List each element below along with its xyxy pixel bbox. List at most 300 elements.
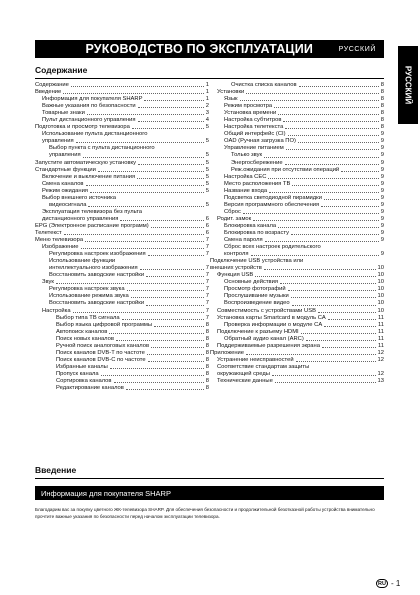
toc-entry-page: 11 [377, 321, 384, 328]
toc-entry-title: Настройка телетекста [224, 124, 284, 131]
toc-dot-leader [147, 354, 204, 355]
toc-dot-leader [268, 178, 378, 179]
toc-entry-title: Содержание [35, 82, 69, 88]
toc-entry-title: Избранные каналы [56, 363, 108, 370]
toc-dot-leader [322, 347, 376, 348]
toc-entry-page: 11 [377, 314, 384, 321]
toc-entry-title: видеосигнала [49, 201, 87, 208]
toc-entry-page: 7 [205, 286, 209, 293]
toc-entry [210, 230, 384, 237]
toc-entry [210, 364, 384, 371]
toc-entry [35, 350, 209, 357]
toc-entry-page: 8 [380, 110, 384, 117]
toc-entry-page: 5 [205, 124, 209, 131]
toc-dot-leader [76, 142, 204, 143]
toc-entry [35, 181, 209, 188]
toc-dot-leader [265, 241, 379, 242]
toc-entry-page: 9 [380, 180, 384, 187]
toc-entry [210, 181, 384, 188]
toc-dot-leader [146, 305, 204, 306]
toc-dot-leader [146, 276, 204, 277]
toc-dot-leader [56, 283, 204, 284]
toc-entry-page: 9 [380, 159, 384, 166]
toc-entry-title: Приложение [210, 349, 245, 356]
toc-entry-title: Название входа [224, 187, 268, 194]
toc-entry-title: Товарные знаки [42, 110, 85, 117]
language-side-tab [398, 46, 418, 124]
toc-entry [35, 300, 209, 307]
toc-entry [35, 336, 209, 343]
toc-entry-title: Технические данные [217, 377, 273, 384]
toc-entry-title: Блокировка по возрасту [224, 229, 289, 236]
toc-dot-leader [120, 220, 203, 221]
toc-entry-page: 7 [205, 265, 209, 272]
toc-entry-page: 10 [377, 272, 384, 279]
toc-dot-leader [138, 121, 204, 122]
toc-dot-leader [114, 382, 204, 383]
toc-dot-leader [283, 121, 378, 122]
toc-entry [210, 160, 384, 167]
toc-entry-title: Меню телевизора [35, 237, 84, 244]
toc-entry [210, 167, 384, 174]
toc-entry-title: Выбор пункта с пульта дистанционного [49, 145, 155, 152]
toc-entry-title: Поддерживаемые разрешения экрана [217, 342, 320, 349]
toc-dot-leader [253, 220, 379, 221]
toc-entry-title: Запустите автоматическую установку [35, 159, 137, 166]
contents-heading: Содержание [35, 65, 88, 75]
toc-entry-title: Смена пароля [224, 237, 263, 244]
toc-entry [35, 174, 209, 181]
toc-entry-title: Пропуск канала [56, 370, 99, 377]
toc-entry-title: Поиск каналов DVB-C по частоте [56, 356, 146, 363]
toc-entry-page: 11 [377, 342, 384, 349]
toc-entry-title: Подключение USB устройства или [210, 258, 304, 265]
toc-entry-page: 12 [377, 356, 384, 363]
toc-entry [35, 160, 209, 167]
page-number: - 1 [391, 579, 401, 588]
toc-entry [210, 322, 384, 329]
toc-entry-title: Подключение к разъему HDMI [217, 328, 299, 335]
toc-entry-page: 8 [380, 96, 384, 103]
toc-entry [210, 82, 384, 89]
toc-entry-page: 3 [205, 110, 209, 117]
toc-entry-title: Важные указания по безопасности [42, 103, 136, 110]
toc-entry-page: 9 [380, 237, 384, 244]
language-badge: RU [376, 579, 388, 588]
toc-entry-page: 5 [205, 152, 209, 159]
toc-entry-title: EPG (Электронное расписание программ) [35, 222, 149, 229]
toc-dot-leader [291, 234, 379, 235]
toc-entry-page: 8 [205, 342, 209, 349]
toc-entry-title: Энергосбережение [231, 159, 283, 166]
toc-entry-title: Режим ожидания [42, 187, 88, 194]
toc-entry [35, 131, 209, 138]
toc-entry [210, 357, 384, 364]
toc-entry [210, 336, 384, 343]
toc-dot-leader [63, 93, 204, 94]
toc-dot-leader [140, 269, 204, 270]
toc-dot-leader [154, 326, 204, 327]
toc-entry-page: 8 [205, 349, 209, 356]
toc-entry [210, 329, 384, 336]
toc-entry [35, 167, 209, 174]
toc-entry [35, 279, 209, 286]
toc-entry-page: 8 [205, 321, 209, 328]
toc-entry [35, 117, 209, 124]
toc-entry-page: 10 [377, 307, 384, 314]
toc-entry [35, 202, 209, 209]
toc-entry-page: 5 [205, 180, 209, 187]
language-label: РУССКИЙ [338, 45, 376, 53]
toc-dot-leader [318, 312, 376, 313]
toc-dot-leader [127, 290, 204, 291]
info-section-title: Информация для покупателя SHARP [41, 488, 171, 498]
toc-dot-leader [246, 354, 376, 355]
toc-dot-leader [286, 149, 379, 150]
toc-entry [35, 145, 209, 152]
toc-entry [210, 131, 384, 138]
toc-entry-page: 1 [205, 82, 209, 88]
toc-entry [35, 152, 209, 159]
toc-dot-leader [88, 206, 203, 207]
toc-entry-page: 1 [205, 89, 209, 96]
toc-entry-title: Режим просмотра [224, 103, 273, 110]
toc-entry-page: 10 [377, 265, 384, 272]
toc-entry [210, 350, 384, 357]
toc-entry-page: 6 [205, 222, 209, 229]
toc-dot-leader [299, 86, 379, 87]
toc-entry-title: Регулировка настроек изображения [49, 251, 146, 258]
toc-entry [210, 188, 384, 195]
toc-entry-page: 6 [205, 215, 209, 222]
toc-entry-title: Только звук [231, 152, 263, 159]
toc-entry-page: 10 [377, 300, 384, 307]
toc-entry [35, 244, 209, 251]
toc-dot-leader [90, 192, 204, 193]
toc-entry-title: Основные действия [224, 279, 278, 286]
toc-dot-leader [264, 269, 376, 270]
toc-dot-leader [301, 333, 376, 334]
toc-dot-leader [324, 199, 379, 200]
toc-entry [210, 195, 384, 202]
toc-entry-title: интеллектуального изображения [49, 265, 138, 272]
side-tab-label: РУССКИЙ [403, 65, 413, 105]
toc-entry-page: 5 [205, 187, 209, 194]
toc-entry-title: Проверка информации о модуле CA [224, 321, 323, 328]
toc-entry-page: 7 [205, 279, 209, 286]
toc-entry [35, 223, 209, 230]
manual-title: РУКОВОДСТВО ПО ЭКСПЛУАТАЦИИ [85, 42, 314, 56]
toc-entry [210, 96, 384, 103]
toc-entry-title: Эксплуатация телевизора без пульта [42, 208, 142, 215]
toc-dot-leader [86, 185, 204, 186]
toc-dot-leader [64, 234, 204, 235]
toc-entry-page: 9 [380, 194, 384, 201]
toc-entry-page: 8 [205, 363, 209, 370]
toc-entry-page: 12 [377, 370, 384, 377]
toc-entry [35, 258, 209, 265]
toc-entry-title: Восстановить заводские настройки [49, 272, 145, 279]
toc-entry [35, 195, 209, 202]
toc-entry [35, 343, 209, 350]
toc-entry-page: 9 [380, 187, 384, 194]
toc-entry [210, 138, 384, 145]
toc-entry-title: Стандартные функции [35, 166, 96, 173]
toc-entry-title: Регулировка настроек звука [49, 286, 125, 293]
toc-dot-leader [151, 227, 204, 228]
toc-entry-title: окружающей среды [217, 370, 270, 377]
toc-entry [35, 322, 209, 329]
toc-entry-title: Введение [35, 89, 62, 96]
toc-entry-page: 9 [380, 145, 384, 152]
toc-entry-page: 5 [205, 138, 209, 145]
toc-entry-title: Подготовка и просмотр телевизора [35, 124, 130, 131]
toc-entry-title: Восстановить заводские настройки [49, 300, 145, 307]
toc-dot-leader [341, 171, 379, 172]
toc-entry-page: 8 [380, 82, 384, 88]
toc-entry [35, 385, 209, 392]
toc-dot-leader [148, 255, 204, 256]
toc-entry [35, 89, 209, 96]
toc-entry-page: 9 [380, 131, 384, 138]
toc-entry-page: 7 [205, 307, 209, 314]
toc-entry-page: 2 [205, 103, 209, 110]
toc-entry-page: 7 [205, 300, 209, 307]
toc-entry-page: 7 [205, 293, 209, 300]
toc-entry-title: Пульт дистанционного управления [42, 117, 136, 124]
toc-entry-title: Ручной поиск аналоговых каналов [56, 342, 150, 349]
toc-entry-title: Обратный аудио канал (ARC) [224, 335, 304, 342]
toc-entry-page: 11 [377, 328, 384, 335]
toc-dot-leader [138, 107, 204, 108]
info-section-bar [35, 486, 384, 500]
toc-entry-title: Автопоиск каналов [56, 328, 108, 335]
toc-entry-title: Установки [217, 89, 245, 96]
toc-entry-title: Телетекст [35, 229, 62, 236]
toc-dot-leader [272, 375, 376, 376]
toc-dot-leader [98, 171, 204, 172]
toc-entry-title: Включение и выключение питания [42, 173, 136, 180]
toc-entry [35, 378, 209, 385]
toc-entry-title: Использование функции [49, 258, 116, 265]
toc-entry-title: Соответствие стандартам защиты [217, 363, 310, 370]
toc-dot-leader [246, 93, 378, 94]
toc-dot-leader [292, 185, 378, 186]
toc-entry-title: Язык [224, 96, 238, 103]
toc-entry [35, 308, 209, 315]
toc-entry-title: Версия программного обеспечения [224, 201, 320, 208]
toc-dot-leader [274, 107, 379, 108]
toc-entry [35, 371, 209, 378]
toc-entry-title: Выбор внешнего источника [42, 194, 116, 201]
toc-entry-page: 10 [377, 293, 384, 300]
toc-entry-page: 7 [205, 237, 209, 244]
toc-entry-page: 8 [205, 370, 209, 377]
toc-entry-page: 9 [380, 201, 384, 208]
toc-dot-leader [126, 389, 204, 390]
contents-rule [35, 78, 384, 79]
toc-entry [35, 96, 209, 103]
toc-entry-page: 5 [205, 166, 209, 173]
toc-entry [210, 223, 384, 230]
toc-dot-leader [85, 241, 204, 242]
toc-entry [35, 188, 209, 195]
toc-dot-leader [255, 276, 375, 277]
toc-dot-leader [83, 157, 204, 158]
toc-entry [35, 272, 209, 279]
toc-dot-leader [298, 142, 379, 143]
toc-entry [210, 145, 384, 152]
toc-entry-title: Место расположения ТВ [224, 180, 291, 187]
toc-left-column [35, 82, 209, 392]
toc-entry [35, 138, 209, 145]
toc-entry-title: Выбор языка цифровой программы [56, 321, 153, 328]
toc-entry [210, 265, 384, 272]
toc-entry-title: Просмотр фотографий [224, 286, 286, 293]
intro-rule [35, 478, 384, 479]
toc-entry-page: 13 [377, 377, 384, 384]
toc-entry-title: Настройка [42, 307, 71, 314]
toc-entry-title: Настройка субтитров [224, 117, 282, 124]
toc-entry [210, 216, 384, 223]
toc-entry-title: Очистка списка каналов [231, 82, 297, 88]
toc-entry [35, 251, 209, 258]
toc-dot-leader [109, 333, 203, 334]
page-footer [376, 579, 400, 588]
toc-entry-title: Использование пульта дистанционного [42, 131, 148, 138]
toc-entry-title: OAD (Ручная загрузка ПО) [224, 138, 296, 145]
toc-entry-page: 1 [205, 96, 209, 103]
toc-entry-page: 8 [205, 328, 209, 335]
toc-entry-page: 12 [377, 349, 384, 356]
toc-entry-title: Блокировка канала [224, 222, 277, 229]
toc-entry [210, 315, 384, 322]
toc-entry-title: Общий интерфейс (CI) [224, 131, 286, 138]
toc-dot-leader [87, 114, 204, 115]
toc-entry [210, 371, 384, 378]
toc-entry [35, 124, 209, 131]
toc-entry [35, 329, 209, 336]
toc-dot-leader [324, 326, 376, 327]
toc-dot-leader [138, 164, 204, 165]
toc-dot-leader [328, 319, 376, 320]
toc-entry-title: Установка времени [224, 110, 277, 117]
toc-dot-leader [110, 368, 204, 369]
toc-entry-page: 7 [205, 244, 209, 251]
toc-dot-leader [285, 164, 379, 165]
toc-entry [35, 237, 209, 244]
toc-entry-title: Смена каналов [42, 180, 84, 187]
toc-entry [210, 293, 384, 300]
toc-entry-page: 8 [205, 377, 209, 384]
toc-entry-title: Сброс всех настроек родительского [224, 244, 321, 251]
toc-entry-page: 4 [205, 117, 209, 124]
toc-dot-leader [288, 290, 376, 291]
toc-dot-leader [280, 283, 376, 284]
toc-entry [35, 216, 209, 223]
toc-dot-leader [291, 297, 376, 298]
toc-entry [35, 110, 209, 117]
toc-dot-leader [278, 227, 379, 228]
toc-entry-page: 5 [205, 201, 209, 208]
toc-dot-leader [296, 361, 376, 362]
toc-entry-page: 8 [380, 103, 384, 110]
toc-entry-page: 9 [380, 222, 384, 229]
toc-entry [210, 244, 384, 251]
toc-entry-title: Поиск новых каналов [56, 335, 114, 342]
toc-entry-page: 9 [380, 173, 384, 180]
toc-entry [35, 286, 209, 293]
toc-entry-page: 9 [380, 152, 384, 159]
toc-entry-page: 8 [380, 124, 384, 131]
toc-entry-title: Настройка CEC [224, 173, 267, 180]
toc-entry-title: Изображение [42, 244, 79, 251]
toc-right-column [210, 82, 384, 385]
toc-entry [210, 174, 384, 181]
toc-entry-title: Использование режима звука [49, 293, 129, 300]
toc-dot-leader [251, 255, 379, 256]
toc-entry [210, 378, 384, 385]
toc-entry-title: Выбор типа ТВ сигнала [56, 314, 120, 321]
toc-entry [210, 286, 384, 293]
toc-entry-page: 10 [377, 279, 384, 286]
toc-dot-leader [144, 100, 203, 101]
toc-dot-leader [81, 248, 204, 249]
toc-entry [35, 82, 209, 89]
toc-dot-leader [148, 361, 204, 362]
toc-dot-leader [151, 347, 204, 348]
toc-dot-leader [132, 128, 204, 129]
toc-entry [35, 230, 209, 237]
toc-entry-title: Устранение неисправностей [217, 356, 294, 363]
toc-entry-title: Установка карты Smartcard в модуль CA [217, 314, 326, 321]
toc-dot-leader [116, 340, 204, 341]
toc-entry-page: 9 [380, 229, 384, 236]
toc-entry-page: 10 [377, 286, 384, 293]
toc-entry-page: 8 [205, 385, 209, 392]
toc-entry-page: 5 [205, 173, 209, 180]
toc-entry [210, 308, 384, 315]
intro-paragraph: Благодарим вас за покупку цветного ЖК-телевизора SHARP. Для обеспечения безопасности и продолжительной безотказной работы устройства внимательно прочтите важные указания по безопасности перед началом эксплуатации телевизора. [35, 507, 375, 519]
toc-dot-leader [243, 213, 379, 214]
toc-entry-page: 5 [205, 159, 209, 166]
toc-dot-leader [269, 192, 379, 193]
toc-entry [210, 300, 384, 307]
toc-dot-leader [292, 305, 376, 306]
toc-entry-page: 7 [205, 272, 209, 279]
toc-entry [35, 209, 209, 216]
toc-dot-leader [278, 114, 379, 115]
toc-entry-title: Родит. замок [217, 215, 252, 222]
toc-dot-leader [101, 375, 204, 376]
toc-entry-title: Управление питанием [224, 145, 284, 152]
toc-entry-title: Реж.ожидания при отсутствии операций [231, 166, 340, 173]
toc-entry [35, 103, 209, 110]
toc-entry-title: Сортировка каналов [56, 377, 112, 384]
toc-dot-leader [137, 178, 204, 179]
toc-entry [35, 315, 209, 322]
toc-dot-leader [275, 382, 376, 383]
toc-entry-page: 6 [205, 229, 209, 236]
toc-dot-leader [131, 297, 204, 298]
toc-dot-leader [285, 128, 378, 129]
toc-entry [210, 343, 384, 350]
toc-entry-title: управления [49, 152, 81, 159]
toc-entry-page: 9 [380, 138, 384, 145]
manual-title-bar [35, 40, 384, 58]
toc-entry [210, 103, 384, 110]
toc-entry [210, 202, 384, 209]
